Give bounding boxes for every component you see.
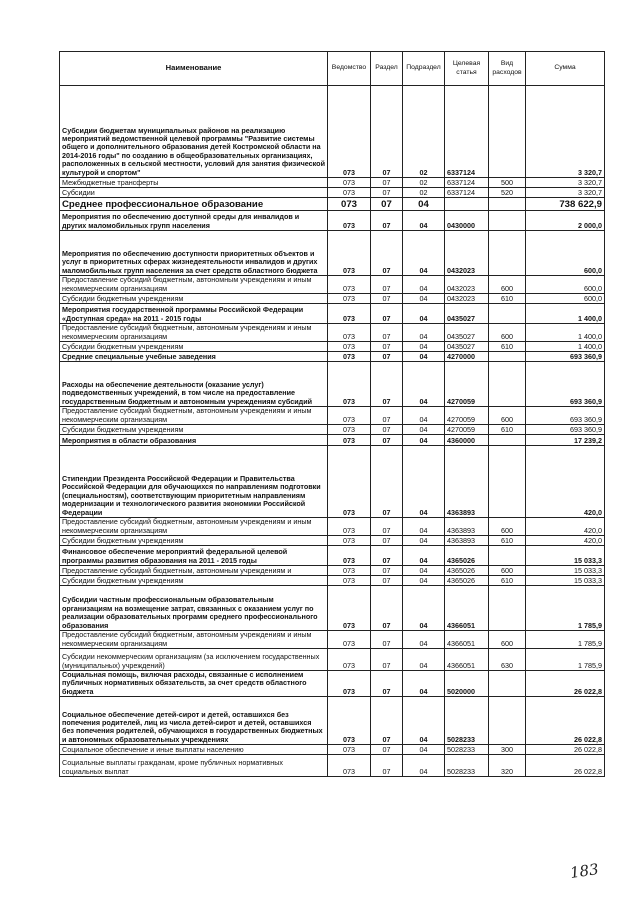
cell-sum: 600,0 (526, 276, 605, 294)
header-exp-type: Вид расходов (489, 52, 526, 86)
cell-target: 0432023 (445, 231, 489, 276)
cell-sum: 1 785,9 (526, 586, 605, 631)
cell-exp-type: 500 (489, 178, 526, 188)
cell-target: 0432023 (445, 276, 489, 294)
cell-exp-type: 600 (489, 324, 526, 342)
cell-section: 07 (371, 294, 403, 304)
cell-sum: 1 400,0 (526, 324, 605, 342)
cell-name: Субсидии (60, 188, 328, 198)
cell-section: 07 (371, 631, 403, 649)
cell-dept: 073 (328, 86, 371, 178)
cell-subsection: 04 (403, 446, 445, 518)
cell-exp-type (489, 435, 526, 446)
cell-target: 4363893 (445, 518, 489, 536)
cell-name: Субсидии бюджетным учреждениям (60, 294, 328, 304)
cell-target: 4365026 (445, 576, 489, 586)
cell-name: Предоставление субсидий бюджетным, автономным учреждениям и иным некоммерческим организациям (60, 631, 328, 649)
cell-exp-type (489, 586, 526, 631)
cell-target: 4365026 (445, 566, 489, 576)
table-row (60, 631, 605, 649)
cell-section: 07 (371, 178, 403, 188)
cell-target: 4270059 (445, 407, 489, 425)
cell-section: 07 (371, 566, 403, 576)
table-row (60, 188, 605, 198)
table-row (60, 407, 605, 425)
cell-subsection: 04 (403, 755, 445, 777)
cell-target (445, 198, 489, 211)
cell-target: 4366051 (445, 631, 489, 649)
cell-exp-type (489, 231, 526, 276)
cell-section: 07 (371, 352, 403, 362)
cell-section: 07 (371, 188, 403, 198)
table-row (60, 276, 605, 294)
cell-sum: 693 360,9 (526, 425, 605, 435)
table-row (60, 566, 605, 576)
cell-name: Субсидии бюджетным учреждениям (60, 425, 328, 435)
cell-section: 07 (371, 536, 403, 546)
cell-dept: 073 (328, 276, 371, 294)
cell-name: Предоставление субсидий бюджетным, автономным учреждениям и иным некоммерческим организациям (60, 518, 328, 536)
cell-sum: 26 022,8 (526, 745, 605, 755)
cell-subsection: 04 (403, 435, 445, 446)
cell-dept: 073 (328, 342, 371, 352)
cell-name: Субсидии бюджетным учреждениям (60, 576, 328, 586)
cell-subsection: 04 (403, 324, 445, 342)
cell-dept: 073 (328, 407, 371, 425)
cell-name: Предоставление субсидий бюджетным, автономным учреждениям и иным некоммерческим организациям (60, 324, 328, 342)
table-row (60, 231, 605, 276)
page-number: 183 (568, 860, 600, 882)
cell-target: 5020000 (445, 671, 489, 697)
cell-target: 4270059 (445, 362, 489, 407)
cell-target: 6337124 (445, 178, 489, 188)
cell-exp-type: 630 (489, 649, 526, 671)
cell-exp-type: 320 (489, 755, 526, 777)
cell-exp-type: 610 (489, 342, 526, 352)
cell-sum: 26 022,8 (526, 671, 605, 697)
table-row (60, 362, 605, 407)
cell-target: 4363893 (445, 446, 489, 518)
cell-sum: 2 000,0 (526, 211, 605, 231)
cell-section: 07 (371, 518, 403, 536)
cell-sum: 15 033,3 (526, 566, 605, 576)
cell-subsection: 04 (403, 211, 445, 231)
cell-subsection: 04 (403, 631, 445, 649)
cell-sum: 600,0 (526, 231, 605, 276)
cell-target: 4366051 (445, 586, 489, 631)
cell-dept: 073 (328, 198, 371, 211)
cell-sum: 15 033,3 (526, 576, 605, 586)
cell-section: 07 (371, 745, 403, 755)
cell-section: 07 (371, 649, 403, 671)
cell-target: 4360000 (445, 435, 489, 446)
cell-exp-type (489, 697, 526, 745)
table-row (60, 211, 605, 231)
cell-target: 5028233 (445, 697, 489, 745)
cell-subsection: 04 (403, 425, 445, 435)
cell-subsection: 04 (403, 745, 445, 755)
cell-dept: 073 (328, 536, 371, 546)
table-row (60, 446, 605, 518)
cell-subsection: 04 (403, 362, 445, 407)
table-row (60, 324, 605, 342)
cell-subsection: 04 (403, 697, 445, 745)
cell-exp-type (489, 198, 526, 211)
cell-section: 07 (371, 546, 403, 566)
cell-subsection: 04 (403, 536, 445, 546)
cell-subsection: 04 (403, 586, 445, 631)
table-header-row (60, 52, 605, 86)
cell-exp-type (489, 211, 526, 231)
cell-section: 07 (371, 342, 403, 352)
cell-sum: 3 320,7 (526, 86, 605, 178)
cell-dept: 073 (328, 294, 371, 304)
cell-dept: 073 (328, 576, 371, 586)
table-row (60, 425, 605, 435)
cell-target: 5028233 (445, 745, 489, 755)
cell-dept: 073 (328, 518, 371, 536)
cell-target: 5028233 (445, 755, 489, 777)
cell-dept: 073 (328, 546, 371, 566)
cell-name: Средние специальные учебные заведения (60, 352, 328, 362)
cell-name: Мероприятия государственной программы Российской Федерации «Доступная среда» на 2011 - 2015 годы (60, 304, 328, 324)
cell-name: Мероприятия в области образования (60, 435, 328, 446)
cell-section: 07 (371, 324, 403, 342)
cell-section: 07 (371, 671, 403, 697)
cell-target: 0435027 (445, 342, 489, 352)
cell-dept: 073 (328, 304, 371, 324)
cell-name: Социальное обеспечение детей-сирот и детей, оставшихся без попечения родителей, лиц из числа детей-сирот и детей, оставшихся без попечения родителей, обучающихся в государственных бюджетных и автономных образовательных учреждениях (60, 697, 328, 745)
cell-section: 07 (371, 407, 403, 425)
cell-section: 07 (371, 586, 403, 631)
table-row (60, 755, 605, 777)
cell-section: 07 (371, 86, 403, 178)
cell-subsection: 04 (403, 231, 445, 276)
cell-subsection: 04 (403, 546, 445, 566)
cell-sum: 1 400,0 (526, 304, 605, 324)
cell-dept: 073 (328, 566, 371, 576)
cell-target: 4270059 (445, 425, 489, 435)
table-row (60, 518, 605, 536)
cell-section: 07 (371, 211, 403, 231)
cell-exp-type (489, 546, 526, 566)
header-name: Наименование (60, 52, 328, 86)
cell-name: Предоставление субсидий бюджетным, автономным учреждениям и (60, 566, 328, 576)
cell-subsection: 04 (403, 671, 445, 697)
cell-dept: 073 (328, 425, 371, 435)
cell-name: Финансовое обеспечение мероприятий федеральной целевой программы развития образования на 2011 - 2015 годы (60, 546, 328, 566)
table-row (60, 536, 605, 546)
cell-section: 07 (371, 435, 403, 446)
cell-name: Мероприятия по обеспечению доступности приоритетных объектов и услуг в приоритетных сферах жизнедеятельности инвалидов и других маломобильных групп населения за счет средств областного бюджета (60, 231, 328, 276)
header-dept: Ведомство (328, 52, 371, 86)
cell-dept: 073 (328, 446, 371, 518)
cell-sum: 26 022,8 (526, 697, 605, 745)
table-row (60, 546, 605, 566)
cell-subsection: 04 (403, 304, 445, 324)
cell-name: Субсидии бюджетным учреждениям (60, 342, 328, 352)
cell-dept: 073 (328, 755, 371, 777)
cell-sum: 693 360,9 (526, 362, 605, 407)
cell-sum: 420,0 (526, 518, 605, 536)
cell-target: 4366051 (445, 649, 489, 671)
cell-dept: 073 (328, 324, 371, 342)
cell-target: 6337124 (445, 86, 489, 178)
cell-subsection: 04 (403, 352, 445, 362)
cell-exp-type: 610 (489, 576, 526, 586)
cell-sum: 1 785,9 (526, 649, 605, 671)
cell-section: 07 (371, 231, 403, 276)
cell-name: Социальные выплаты гражданам, кроме публичных нормативных социальных выплат (60, 755, 328, 777)
cell-subsection: 04 (403, 276, 445, 294)
cell-name: Субсидии некоммерческим организациям (за исключением государственных (муниципальных) учреждений) (60, 649, 328, 671)
cell-dept: 073 (328, 697, 371, 745)
cell-dept: 073 (328, 745, 371, 755)
table-row (60, 86, 605, 178)
cell-section: 07 (371, 755, 403, 777)
cell-sum: 738 622,9 (526, 198, 605, 211)
cell-target: 4363893 (445, 536, 489, 546)
cell-target: 0430000 (445, 211, 489, 231)
cell-exp-type: 600 (489, 407, 526, 425)
cell-exp-type: 610 (489, 536, 526, 546)
cell-dept: 073 (328, 211, 371, 231)
table-row (60, 649, 605, 671)
cell-section: 07 (371, 362, 403, 407)
cell-sum: 3 320,7 (526, 188, 605, 198)
cell-exp-type: 600 (489, 566, 526, 576)
cell-subsection: 02 (403, 188, 445, 198)
table-body (60, 86, 605, 777)
cell-sum: 3 320,7 (526, 178, 605, 188)
cell-name: Субсидии бюджетным учреждениям (60, 536, 328, 546)
header-target: Целевая статья (445, 52, 489, 86)
cell-exp-type: 610 (489, 425, 526, 435)
cell-sum: 693 360,9 (526, 352, 605, 362)
cell-name: Субсидии частным профессиональным образовательным организациям на возмещение затрат, связанных с оказанием услуг по реализации образовательных программ среднего профессионального образования (60, 586, 328, 631)
cell-name: Субсидии бюджетам муниципальных районов на реализацию мероприятий ведомственной целевой программы "Развитие системы общего и дополнительного образования детей Костромской области на 2014-2016 годы" по созданию в общеобразовательных организациях, расположенных в сельской местности, условий для занятия физической культурой и спортом" (60, 86, 328, 178)
cell-sum: 1 400,0 (526, 342, 605, 352)
header-subsection: Подраздел (403, 52, 445, 86)
table-row (60, 294, 605, 304)
cell-subsection: 04 (403, 576, 445, 586)
cell-sum: 26 022,8 (526, 755, 605, 777)
cell-sum: 420,0 (526, 536, 605, 546)
cell-dept: 073 (328, 435, 371, 446)
cell-subsection: 04 (403, 566, 445, 576)
table-row (60, 198, 605, 211)
cell-target: 0435027 (445, 324, 489, 342)
cell-dept: 073 (328, 231, 371, 276)
cell-exp-type (489, 362, 526, 407)
cell-section: 07 (371, 425, 403, 435)
cell-exp-type: 600 (489, 518, 526, 536)
cell-dept: 073 (328, 586, 371, 631)
header-section: Раздел (371, 52, 403, 86)
cell-exp-type (489, 86, 526, 178)
cell-exp-type (489, 352, 526, 362)
cell-section: 07 (371, 576, 403, 586)
cell-name: Социальная помощь, включая расходы, связанные с исполнением публичных нормативных обязательств, за счет средств областного бюджета (60, 671, 328, 697)
cell-section: 07 (371, 276, 403, 294)
cell-section: 07 (371, 198, 403, 211)
cell-section: 07 (371, 304, 403, 324)
cell-exp-type: 300 (489, 745, 526, 755)
table-row (60, 586, 605, 631)
cell-sum: 1 785,9 (526, 631, 605, 649)
cell-dept: 073 (328, 649, 371, 671)
table-row (60, 352, 605, 362)
cell-sum: 17 239,2 (526, 435, 605, 446)
cell-target: 4270000 (445, 352, 489, 362)
cell-name: Предоставление субсидий бюджетным, автономным учреждениям и иным некоммерческим организациям (60, 407, 328, 425)
cell-subsection: 04 (403, 649, 445, 671)
cell-dept: 073 (328, 352, 371, 362)
cell-sum: 693 360,9 (526, 407, 605, 425)
table-row (60, 304, 605, 324)
cell-target: 6337124 (445, 188, 489, 198)
cell-subsection: 04 (403, 294, 445, 304)
budget-table (59, 51, 605, 777)
cell-subsection: 04 (403, 518, 445, 536)
table-row (60, 435, 605, 446)
cell-target: 0432023 (445, 294, 489, 304)
table-row (60, 178, 605, 188)
table-row (60, 342, 605, 352)
cell-exp-type (489, 671, 526, 697)
cell-exp-type (489, 446, 526, 518)
table-row (60, 697, 605, 745)
cell-section: 07 (371, 697, 403, 745)
cell-sum: 600,0 (526, 294, 605, 304)
cell-name: Стипендии Президента Российской Федерации и Правительства Российской Федерации для обучающихся по направлениям подготовки (специальностям), соответствующим приоритетным направлениям модернизации и технологического развития экономики Российской Федерации (60, 446, 328, 518)
cell-target: 0435027 (445, 304, 489, 324)
table-row (60, 671, 605, 697)
cell-exp-type: 600 (489, 631, 526, 649)
cell-exp-type (489, 304, 526, 324)
cell-target: 4365026 (445, 546, 489, 566)
cell-subsection: 04 (403, 407, 445, 425)
cell-name: Социальное обеспечение и иные выплаты населению (60, 745, 328, 755)
cell-dept: 073 (328, 362, 371, 407)
table-row (60, 576, 605, 586)
header-sum: Сумма (526, 52, 605, 86)
cell-exp-type: 600 (489, 276, 526, 294)
cell-name: Предоставление субсидий бюджетным, автономным учреждениям и иным некоммерческим организациям (60, 276, 328, 294)
cell-name: Мероприятия по обеспечению доступной среды для инвалидов и других маломобильных групп населения (60, 211, 328, 231)
cell-dept: 073 (328, 671, 371, 697)
cell-name: Среднее профессиональное образование (60, 198, 328, 211)
cell-dept: 073 (328, 631, 371, 649)
cell-exp-type: 610 (489, 294, 526, 304)
cell-name: Межбюджетные трансферты (60, 178, 328, 188)
cell-section: 07 (371, 446, 403, 518)
cell-exp-type: 520 (489, 188, 526, 198)
cell-name: Расходы на обеспечение деятельности (оказание услуг) подведомственных учреждений, в том числе на предоставление государственным бюджетным и автономным учреждениям субсидий (60, 362, 328, 407)
cell-subsection: 02 (403, 86, 445, 178)
cell-dept: 073 (328, 188, 371, 198)
cell-dept: 073 (328, 178, 371, 188)
cell-sum: 420,0 (526, 446, 605, 518)
cell-subsection: 02 (403, 178, 445, 188)
table-row (60, 745, 605, 755)
budget-table-sheet (59, 51, 604, 777)
cell-subsection: 04 (403, 198, 445, 211)
cell-subsection: 04 (403, 342, 445, 352)
cell-sum: 15 033,3 (526, 546, 605, 566)
